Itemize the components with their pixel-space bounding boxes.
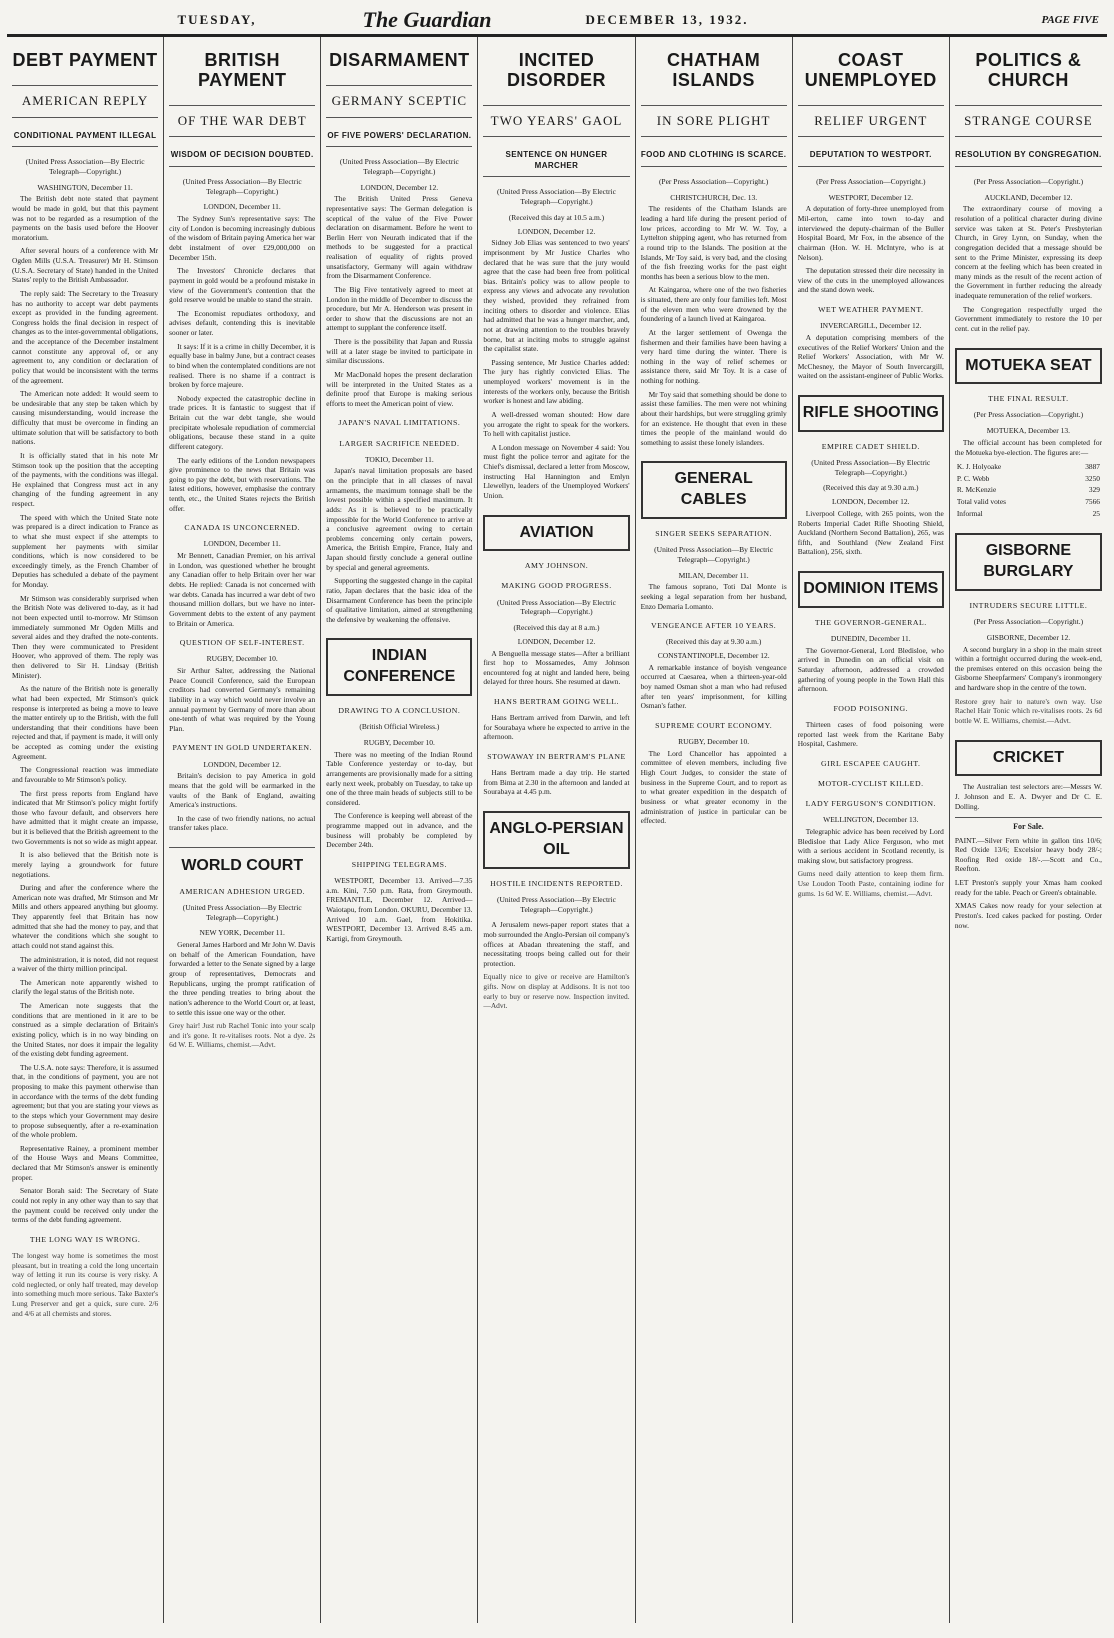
deck: SENTENCE ON HUNGER MARCHER (483, 147, 629, 177)
credit-line: (United Press Association—By Electric Telegraph—Copyright.) (497, 187, 616, 207)
article-paragraph: The Congressional reaction was immediate and favourable to Mr Stimson's policy. (12, 765, 159, 784)
article-paragraph: Hans Bertram arrived from Darwin, and left for Sourabaya where he expected to arrive in the afternoon. (483, 713, 630, 742)
received-line: (Received this day at 10.5 a.m.) (508, 212, 605, 222)
article-paragraph: The deputation stressed their dire necessity in view of the cuts in the unemployed allowances and the stand down week. (797, 266, 944, 295)
article-paragraph: Mr MacDonald hopes the present declaration will be interpreted in the United States as a definite proof that Europe is making serious efforts to meet the American point of view. (326, 369, 473, 408)
section-heading: QUESTION OF SELF-INTEREST. (179, 638, 305, 648)
article-paragraph: Mr Bennett, Canadian Premier, on his arrival in London, was questioned whether he brought any Canadian offer to help Britain over her war debts. He replied: Canada is not concerned with war debts. Canada has incurred a war debt of two thousand million dollars, but we have no inter-Government debts to the extent of any payment to Britain or America. (169, 551, 316, 628)
article-paragraph: Liverpool College, with 265 points, won the Roberts Imperial Cadet Rifle Shooting Shield, Auckland (Northern Second Battalion), 265, was fifth, and Southland (New Zealand First Battalion), 256, sixth. (797, 508, 944, 557)
article-paragraph: During and after the conference where the American note was drafted, Mr Stimson and Mr Mills and others appeared anything but gloomy. They apparently feel that Britain has now admitted that she had the money to pay, and that whatever the conditions which she sought to attach could not stand against this. (12, 883, 159, 950)
article-paragraph: A second burglary in a shop in the main street within a fortnight occurred during the week-end, the premises entered on this occasion being the Gisborne Sheepfarmers' Company's ironmongery and hardware shop in the centre of the town. (954, 644, 1102, 693)
deck: WISDOM OF DECISION DOUBTED. (169, 147, 315, 166)
article-paragraph: A well-dressed woman shouted: How dare you arrogate the right to speak for the workers. To hell with capitalist justice. (483, 409, 630, 439)
vote-count: 329 (1088, 485, 1100, 495)
deck: CONDITIONAL PAYMENT ILLEGAL (12, 128, 158, 147)
deck: OF FIVE POWERS' DECLARATION. (326, 128, 472, 147)
credit-line: (United Press Association—By Electric Telegraph—Copyright.) (182, 902, 302, 922)
article-paragraph: The residents of the Chatham Islands are leading a hard life during the present period of low prices, according to Mr W. W. Toy, a Lyttelton shipping agent, who has returned from a round trip to the Islands. The position at the Islands, Mr Toy said, is very bad, and the closing of the fish freezing works for the past eight months has been a serious blow to the men. (640, 204, 787, 281)
dateline: LONDON, December 12. (203, 759, 281, 769)
article-paragraph: Senator Borah said: The Secretary of State could not reply in any other way than to say that the payment could be received only under the terms of the debt funding agreement. (12, 1186, 159, 1225)
table-row (955, 484, 1102, 496)
section-heading: THE FINAL RESULT. (988, 394, 1069, 404)
dateline: LONDON, December 12. (517, 226, 596, 236)
headline: DEBT PAYMENT (12, 50, 158, 70)
section-heading: FOOD POISONING. (833, 703, 909, 713)
headline: WORLD COURT (169, 847, 315, 877)
dateline: INVERCARGILL, December 12. (820, 321, 922, 331)
column-politics-church (950, 37, 1107, 1623)
dateline: WASHINGTON, December 11. (37, 182, 133, 192)
headline: POLITICS & CHURCH (975, 50, 1082, 90)
article-paragraph: Thirteen cases of food poisoning were reported last week from the Karitane Baby Hospital, Cashmere. (797, 719, 944, 749)
dateline: LONDON, December 12. (360, 182, 439, 192)
section-heading: LADY FERGUSON'S CONDITION. (805, 799, 936, 809)
article-paragraph: There was no meeting of the Indian Round Table Conference yesterday or to-day, but arrangements are provisionally made for a sitting early next week, probably on Tuesday, to take up one of the three main heads of subjects still to be considered. (326, 749, 473, 807)
filler-advert: Grey hair! Just rub Rachel Tonic into your scalp and it's gone. It re-vitalises roots. Not a dye. 2s 6d W. E. Williams, chemist.—Advt. (169, 1021, 316, 1050)
headline: BRITISH PAYMENT (197, 50, 287, 90)
headline: GISBORNE BURGLARY (955, 533, 1102, 591)
section-heading: AMERICAN ADHESION URGED. (179, 886, 306, 896)
article-paragraph: After several hours of a conference with Mr Ogden Mills (U.S.A. Treasurer) Mr H. Stimson (U.S.A. Secretary of State) handed in the United States' reply to the British Ambassador. (12, 246, 159, 285)
classified-advert: PAINT.—Silver Fern white in gallon tins 10/6; Red Oxide 13/6; Excelsior heavy body 28/-; Roofing Red oxide 18/-.—Scott and Co., Reefton. (954, 835, 1102, 874)
article-paragraph: A deputation comprising members of the executives of the Relief Workers' Union and the Relief Workers' Association, with Mr W. McChesney, the Mayor of South Invercargill, waited on the assistant-engineer of Public Works. (797, 332, 944, 381)
article-paragraph: The Investors' Chronicle declares that payment in gold would be a profound mistake in view of the Government's contention that the gold reserve would be unable to stand the strain. (169, 266, 316, 305)
article-paragraph: The famous soprano, Toti Dal Monte is seeking a legal separation from her husband, Enzo Demaria Lomanto. (640, 582, 787, 611)
dateline: LONDON, December 12. (517, 636, 596, 646)
article-paragraph: Sir Arthur Salter, addressing the National Peace Council Conference, said the European creditors had converted Germany's remaining liability in a way which would never involve an annual payment by Germany of more than about one-tenth of what was required by the Young Plan. (169, 666, 316, 733)
column-british-payment (164, 37, 321, 1623)
section-heading: VENGEANCE AFTER 10 YEARS. (650, 621, 777, 631)
section-heading: JAPAN'S NAVAL LIMITATIONS. (338, 418, 461, 428)
candidate-name: R. McKenzie (956, 485, 997, 495)
section-subheading: MAKING GOOD PROGRESS. (501, 581, 612, 591)
article-paragraph: The Big Five tentatively agreed to meet at London in the middle of December to discuss the procedure, but Mr A. Henderson was present in order to show that the discussions are not an attempt to supplant the conference itself. (326, 284, 473, 333)
credit-line: (British Official Wireless.) (359, 722, 440, 732)
subheadline: IN SORE PLIGHT (641, 105, 787, 138)
filler-advert: Restore grey hair to nature's own way. Use Rachel Hair Tonic which re-vitalises roots. 2s 6d bottle W. E. Williams, chemist.—Advt. (954, 696, 1102, 725)
credit-line: (United Press Association—By Electric Telegraph—Copyright.) (182, 176, 302, 196)
filler-advert: Equally nice to give or receive are Hamilton's gifts. Now on display at Addisons. It is not too early to buy or reserve now. Inspection invited.—Advt. (483, 972, 630, 1011)
received-line: (Received this day at 9.30 a.m.) (823, 483, 919, 493)
article-paragraph: General James Harbord and Mr John W. Davis on behalf of the American Foundation, have forwarded a letter to the Senate signed by a large group of representatives, Democrats and Republicans, urging the prompt ratification of the three pending treaties to bring about the nation's adherence to the World Court or, at least, to settle this issue one way or the other. (169, 940, 316, 1017)
credit-line: (Per Press Association—Copyright.) (816, 176, 926, 186)
section-heading: HOSTILE INCIDENTS REPORTED. (490, 878, 623, 888)
section-heading: STOWAWAY IN BERTRAM'S PLANE (487, 752, 626, 762)
dateline: MILAN, December 11. (678, 570, 749, 580)
dateline: CHRISTCHURCH, Dec. 13. (670, 192, 758, 202)
received-line: (Received this day at 9.30 a.m.) (665, 637, 762, 647)
article-paragraph: Hans Bertram made a day trip. He started from Bima at 2.30 in the afternoon and landed at Sourabaya at 4.45 p.m. (483, 768, 630, 797)
article-paragraph: The Congregation respectfully urged the Government immediately to restore the 10 per cent. cut in the relief pay. (954, 304, 1102, 333)
article-paragraph: The Sydney Sun's representative says: The city of London is becoming increasingly dubious of the wisdom of Britain paying America her war debt instalment of over £29,000,000 on December 15th. (169, 214, 316, 262)
article-paragraph: It is officially stated that in his note Mr Stimson took up the position that the accepting of the payments, with the conditions was illegal. He explained that Congress must act in any changing of the funding agreement in any respect. (12, 450, 159, 509)
classified-advert: XMAS Cakes now ready for your selection at Preston's. Iced cakes packed for posting. Order now. (954, 901, 1102, 930)
article-paragraph: Passing sentence, Mr Justice Charles added: The jury has rightly convicted Elias. The unemployed workers' movement is in the interests of the workers only, because the British worker is honest and law abiding. (483, 357, 630, 406)
subheadline: TWO YEARS' GAOL (483, 105, 629, 138)
masthead-date: DECEMBER 13, 1932. (585, 12, 749, 27)
article-paragraph: The American note apparently wished to clarify the legal status of the British note. (12, 977, 159, 997)
subheadline: RELIEF URGENT (798, 105, 944, 138)
headline: MOTUEKA SEAT (955, 348, 1102, 385)
dateline: RUGBY, December 10. (206, 654, 278, 664)
section-heading: INTRUDERS SECURE LITTLE. (969, 600, 1088, 610)
section-heading: PAYMENT IN GOLD UNDERTAKEN. (172, 743, 312, 753)
article-paragraph: Britain's decision to pay America in gold means that the gold will be earmarked in the vaults of the Bank of England, awaiting America's instructions. (169, 771, 316, 810)
credit-line: (United Press Association—By Electric Telegraph—Copyright.) (654, 545, 774, 564)
article-paragraph: At the larger settlement of Owenga the fishermen and their families have been having a very hard time during the winter. There is nothing in the way of relief schemes or assistance there, said Mr Toy. It is a case of nothing for nothing. (640, 327, 787, 385)
headline: DOMINION ITEMS (798, 571, 944, 608)
masthead (7, 6, 1107, 36)
column-chatham-islands (636, 37, 793, 1623)
article-paragraph: The American note suggests that the conditions that are mentioned in it are to be construed as a simple declaration of Britain's existing policy, which is in no way binding on the United States, nor does it impair the legality of the existing debt funding agreement. (12, 1001, 159, 1059)
credit-line: (Per Press Association—Copyright.) (973, 176, 1084, 186)
dateline: WELLINGTON, December 13. (823, 815, 919, 825)
vote-count: 25 (1092, 508, 1100, 518)
dateline: RUGBY, December 10. (678, 737, 750, 747)
article-paragraph: The extraordinary course of moving a resolution of a political character during divine service was taken at St. Peter's Presbyterian Church, in Grey Lynn, on Sunday, when the congregation decided that a message should be sent to the Prime Minister, expressing its deep concern at the feeling which has been created in many minds as the result of the recent action of the Government in further reducing the already inadequate remuneration of the relief workers. (954, 204, 1102, 300)
section-heading: AMY JOHNSON. (524, 561, 589, 571)
column-debt-payment (7, 37, 164, 1623)
credit-line: (United Press Association—By Electric Telegraph—Copyright.) (497, 894, 616, 914)
article-paragraph: It is also believed that the British note is merely laying a groundwork for future negotiations. (12, 850, 159, 879)
subheadline: OF THE WAR DEBT (169, 105, 315, 138)
dateline: WESTPORT, December 12. (828, 192, 913, 202)
article-paragraph: The American note added: It would seem to be undesirable that any step be taken which by causing misunderstanding, would increase the difficulty that must be overcome in finding an ultimate solution that will be satisfactory to both nations. (12, 389, 159, 447)
newspaper-title: The Guardian (362, 7, 492, 32)
headline: DISARMAMENT (329, 50, 470, 70)
article-paragraph: A deputation of forty-three unemployed from Mil-erton, came into town to-day and interviewed the deputy-chairman of the Buller Hospital Board, Mr Fox, in the absence of the chairman (Hon. W. H. McIntyre, who is at Nelson). (797, 204, 944, 262)
section-heading: SINGER SEEKS SEPARATION. (655, 528, 773, 538)
article-paragraph: The Conference is keeping well abreast of the programme mapped out in advance, and the business will probably be completed by December 24th. (326, 811, 473, 850)
section-heading: CANADA IS UNCONCERNED. (184, 523, 301, 533)
article-paragraph: The Economist repudiates orthodoxy, and advises default, contending this is inevitable sooner or later. (169, 308, 316, 337)
received-line: (Received this day at 8 a.m.) (513, 623, 600, 633)
article-paragraph: The Lord Chancellor has appointed a committee of eleven members, including five High Court Judges, to consider the state of business in the Supreme Court, and to report as to what greater expedition in the despatch of business or what greater economy in the administration of justice in particular can be effected. (640, 748, 787, 826)
article-paragraph: Japan's naval limitation proposals are based on the principle that in all classes of naval armaments, the maximum tonnage shall be the lowest possible within a specified maximum. It adds: As it is believed to be practically impossible for the World Conference to arrive at a conclusive agreement owing to certain problems concerning only certain powers, America, the British Empire, France, Italy and Japan should firstly conclude a general outline by special and general agreements. (326, 466, 473, 572)
headline: INDIAN CONFERENCE (326, 638, 472, 696)
shipping-list: WESTPORT, December 13. Arrived—7.35 a.m. Kini, 7.50 p.m. Rata, from Greymouth. FREMANTLE, December 12. Arrived—Waiotapu, from London. OKURU, December 13. Arrived 10 a.m. Gael, from Hokitika. WESTPORT, December 13. Arrived 8.45 a.m. Kartigi, from Greymouth. (326, 876, 473, 943)
dateline: LONDON, December 11. (203, 202, 281, 212)
headline: ANGLO-PERSIAN OIL (483, 811, 629, 869)
article-paragraph: The British United Press Geneva representative says: The German delegation is sceptical of the value of the Five Power declaration on disarmament. Before he went to Berlin Herr von Neurath indicated that if the methods to be suggested for a practical realisation of equality of rights proved unsatisfactory, Germany will again withdraw from the Disarmament Conference. (326, 194, 473, 281)
vote-count: 3250 (1085, 473, 1100, 483)
classified-heading: For Sale. (955, 817, 1102, 832)
candidate-name: Informal (956, 508, 983, 518)
dateline: LONDON, December 11. (203, 539, 281, 549)
dateline: MOTUEKA, December 13. (986, 426, 1071, 436)
candidate-name: P. C. Webb (956, 473, 990, 483)
headline: INCITED DISORDER (506, 50, 606, 90)
article-paragraph: At Kaingaroa, where one of the two fisheries is situated, there are only four families left. Most of the eleven men who were drowned by the foundering of a launch lived at Kaingaroa. (640, 285, 787, 324)
table-row (955, 496, 1102, 508)
section-heading: HANS BERTRAM GOING WELL. (494, 697, 619, 707)
classified-advert: LET Preston's supply your Xmas ham cooked ready for the table. Peach or Green's obtainable. (954, 878, 1102, 897)
column-incited-disorder (478, 37, 635, 1623)
dateline: CONSTANTINOPLE, December 12. (657, 651, 770, 661)
article-paragraph: The early editions of the London newspapers give prominence to the news that Britain was going to pay the debt, but with reservations. The latest editions, however, emphasise the contrary tenth, etc., the United States rejects the British offer. (169, 455, 316, 513)
section-heading: GIRL ESCAPEE CAUGHT. (821, 758, 921, 768)
credit-line: (Per Press Association—Copyright.) (973, 410, 1084, 420)
article-paragraph: Mr Toy said that something should be done to assist these families. The men were not whining about their hardships, but were struggling grimly for an existence. He thought that even in these times the people of the mainland would do something to assist these lonely islanders. (640, 389, 787, 447)
article-paragraph: Nobody expected the catastrophic decline in trade prices. It is fantastic to suggest that if Britain cut the war debt tangle, she would precipitate wholesale repudiation of commercial obligations, because these stand in a quite different category. (169, 393, 316, 451)
article-paragraph: The reply said: The Secretary to the Treasury has no authority to accept war debt payments except as provided in the funding agreement. Congress holds the final decision in respect of changes as to the inter-governmental obligations, and the acceptance of the December instalment cannot constitute any approval of, or any agreement to, any condition or declaration of policy that would be inconsistent with the terms of the agreement. (12, 288, 159, 385)
newspaper-page (7, 6, 1107, 1626)
page-number: PAGE FIVE (1041, 14, 1099, 26)
column-coast-unemployed (793, 37, 950, 1623)
filler-advert: The longest way home is sometimes the most pleasant, but in treating a cold the long uncertain way of letting it run its course is very risky. A cold neglected, or only half treated, may develop into something much more serious. Take Baxter's Lung Preserver and get a quick, sure cure. 2/6 and 4/6 at all chemists and stores. (12, 1250, 159, 1318)
credit-line: (United Press Association—By Electric Telegraph—Copyright.) (25, 157, 145, 176)
filler-heading: THE LONG WAY IS WRONG. (29, 1234, 141, 1244)
section-heading: THE GOVERNOR-GENERAL. (814, 617, 927, 627)
poll-results-table (955, 461, 1102, 519)
article-paragraph: Sidney Job Elias was sentenced to two years' imprisonment by Mr Justice Charles who declared that he was sure that the jury would agree that the case had been free from political bias. Britain's policy was to allow people to express any views and advocate any revolution they wished, provided they refrained from inciting others to disorder and violence. Elias had admitted that he was a hunger marcher, and, not at drawing attention to the troubles bravely borne, but at inciting mobs to struggle against the capitalist state. (483, 238, 630, 354)
section-heading: MOTOR-CYCLIST KILLED. (818, 778, 924, 788)
article-paragraph: Telegraphic advice has been received by Lord Bledisloe that Lady Alice Ferguson, who met with a serious accident in Scotland recently, is making slow, but satisfactory progress. (797, 826, 944, 865)
deck: RESOLUTION BY CONGREGATION. (955, 147, 1102, 166)
section-heading: SHIPPING TELEGRAMS. (351, 859, 447, 869)
credit-line: (Per Press Association—Copyright.) (973, 617, 1084, 627)
dateline: RUGBY, December 10. (363, 737, 435, 747)
table-row (955, 473, 1102, 485)
subheadline: STRANGE COURSE (955, 105, 1102, 138)
masthead-day: TUESDAY, (177, 12, 257, 27)
table-row (955, 461, 1102, 473)
dateline: GISBORNE, December 12. (986, 632, 1071, 642)
subheadline: GERMANY SCEPTIC (326, 85, 472, 118)
credit-line: (United Press Association—By Electric Telegraph—Copyright.) (497, 597, 616, 617)
section-heading: SUPREME COURT ECONOMY. (655, 720, 773, 730)
article-paragraph: Mr Stimson was considerably surprised when the British Note was delivered to-day, as it had not been expected until to-morrow. Mr Stimson immediately summoned Mr Ogden Mills and several aides and they drafted the note-contents. Then they were communicated to President Hoover, who approved of them. The reply was then delivered to Sir H. Lindsay (British Minister). (12, 593, 159, 680)
article-paragraph: It says: If it is a crime in chilly December, it is equally base in balmy June, but a contract ceases to bind when the contemplated conditions are not realised. There is no shame if a contract is broken by force majeure. (169, 341, 316, 390)
deck: FOOD AND CLOTHING IS SCARCE. (641, 147, 787, 166)
dateline: DUNEDIN, December 11. (830, 633, 911, 643)
filler-advert: Gums need daily attention to keep them firm. Use Loudon Tooth Paste, containing iodine for gums. 1s 6d W. E. Williams, chemist.—Advt. (797, 869, 944, 898)
headline: GENERAL CABLES (641, 461, 787, 519)
headline: RIFLE SHOOTING (798, 395, 944, 432)
article-paragraph: As the nature of the British note is generally what had been expected, Mr Stimson's quick response is interpreted as being a move to leave the matter entirely up to the British, with the full understanding that their conditions have been rejected and that, if payment is made, it will only be accepted as coming under the existing Agreement. (12, 684, 159, 761)
table-row (955, 508, 1102, 520)
section-subheading: LARGER SACRIFICE NEEDED. (339, 438, 460, 448)
subheadline: AMERICAN REPLY (12, 85, 158, 118)
article-paragraph: The administration, it is noted, did not request a waiver of the thirty million principal. (12, 954, 159, 974)
columns (7, 36, 1107, 1623)
section-heading: DRAWING TO A CONCLUSION. (338, 706, 461, 716)
vote-count: 7566 (1085, 497, 1100, 507)
dateline: LONDON, December 12. (832, 497, 910, 507)
vote-count: 3887 (1085, 462, 1100, 472)
article-paragraph: There is the possibility that Japan and Russia will at a later stage be invited to participate in similar discussions. (326, 337, 473, 366)
dateline: AUCKLAND, December 12. (984, 192, 1073, 202)
article-paragraph: In the case of two friendly nations, no actual transfer takes place. (169, 813, 316, 833)
section-heading: WET WEATHER PAYMENT. (818, 305, 924, 314)
article-paragraph: The Governor-General, Lord Bledisloe, who arrived in Dunedin on an official visit on Saturday afternoon, addressed a crowded gathering of young people in the Town Hall this afternoon. (797, 645, 944, 694)
column-disarmament (321, 37, 478, 1623)
dateline: TOKIO, December 11. (364, 454, 434, 464)
article-paragraph: The official account has been completed for the Motueka bye-election. The figures are:— (954, 437, 1102, 457)
article-paragraph: The Australian test selectors are:—Messrs W. J. Johnson and E. A. Dwyer and Dr C. E. Dolling. (954, 782, 1102, 811)
candidate-name: K. J. Holyoake (956, 462, 1002, 472)
article-paragraph: A Benguella message states—After a brilliant first hop to Mossamedes, Amy Johnson encountered fog at night and landed here, being delayed for three hours. She resumed at dawn. (483, 648, 630, 687)
headline: CRICKET (955, 740, 1102, 777)
article-paragraph: The first press reports from England have indicated that Mr Stimson's policy might fortify those who favour default, and observers here have admitted that it might create an impasse, but it is believed that the British agreement to the two Governments is not so wide as might appear. (12, 788, 159, 846)
article-paragraph: Supporting the suggested change in the capital ratio, Japan declares that the basic idea of the Disarmament Conference has been the principle of qualitative limitation, aimed at strengthening the defensive by weakening the offensive. (326, 576, 473, 624)
article-paragraph: The U.S.A. note says: Therefore, it is assumed that, in the conditions of payment, you are not proposing to make this payment otherwise than in accordance with the terms of the debt funding agreement; but that you are stating your views as to the steps which your Government may desire to propose subsequently, after a re-examination of the whole problem. (12, 1062, 159, 1140)
headline: COAST UNEMPLOYED (804, 50, 937, 90)
article-paragraph: A remarkable instance of boyish vengeance occurred at Caesarea, when a thirteen-year-old boy named Osman shot a man who had refused after ten years' imprisonment, for killing Osman's father. (640, 662, 787, 711)
credit-line: (United Press Association—By Electric Telegraph—Copyright.) (339, 157, 459, 176)
candidate-name: Total valid votes (956, 497, 1006, 507)
article-paragraph: The speed with which the United State note was prepared is a direct indication to France as to what she must expect if she attempts to supplement her payments with similar conditions, which is now considered to be exceedingly timely, as the French Chamber of Deputies has scheduled a debate of the payment for Monday. (12, 512, 159, 590)
article-paragraph: A Jerusalem news-paper report states that a mob surrounded the Anglo-Persian oil company's offices at Abadan threatening the staff, and necessitating troops being called out for their protection. (483, 920, 630, 968)
article-paragraph: The British debt note stated that payment would be made in gold, but that this payment was not to be regarded as a resumption of the payments on the basis used before the Hoover moratorium. (12, 194, 159, 242)
section-heading: EMPIRE CADET SHIELD. (821, 441, 920, 451)
headline: CHATHAM ISLANDS (667, 50, 761, 90)
article-paragraph: Representative Rainey, a prominent member of the House Ways and Means Committee, declared that Mr Stimson's answer is eminently proper. (12, 1143, 159, 1182)
dateline: NEW YORK, December 11. (199, 928, 285, 938)
deck: DEPUTATION TO WESTPORT. (798, 147, 944, 166)
headline: AVIATION (483, 515, 629, 552)
credit-line: (Per Press Association—Copyright.) (658, 176, 769, 186)
article-paragraph: A London message on November 4 said: You must fight the police terror and agitate for the Chief's dismissal, declared a letter from Moscow, instructing Hal Hannington and Emlyn Llewellyn, leaders of the Unemployed Workers' Union. (483, 442, 630, 500)
credit-line: (United Press Association—By Electric Telegraph—Copyright.) (811, 457, 931, 477)
